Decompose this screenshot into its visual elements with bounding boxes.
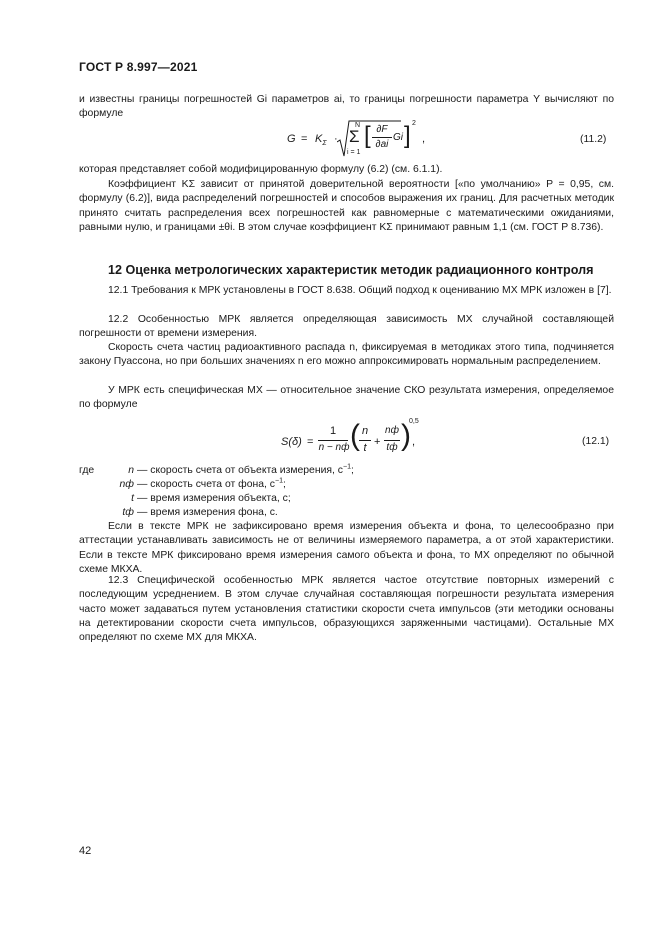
formula-power: 2 [412,120,416,127]
paragraph-intro: и известны границы погрешностей Gi параметров ai, то границы погрешности параметра Y вычисляют по формуле [79,94,614,120]
formula-lhs: G [287,133,296,145]
paragraph-12-2-poisson: Скорость счета частиц радиоактивного распада n, фиксируемая в методиках этого типа, подчиняется закону Пуассона, но при больших значениях n его можно аппроксимировать нормальным распределением. [79,342,614,368]
paragraph-coefficient: Коэффициент KΣ зависит от принятой доверительной вероятности [«по умолчанию» P = 0,95, см. формулу (6.2)], вида распределений погрешностей и способов выражения их границ. Для расчетных методик принято считать распределения всех погрешностей как равномерные с математическими ожиданиями, равными нулю, и границами ±θi. В этом случае коэффициент KΣ принимают равным 1,1 (см. ГОСТ Р 8.736). [79,179,614,233]
page-number: 42 [79,845,92,857]
where-label: где [79,465,95,476]
formula-power: 0,5 [409,418,419,425]
document-header: ГОСТ Р 8.997—2021 [79,60,198,74]
paragraph-modified: которая представляет собой модифицированную формулу (6.2) (см. 6.1.1). [79,164,443,175]
sum-upper: N [355,122,361,129]
paragraph-12-2-sko: У МРК есть специфическая МХ — относительное значение СКО результата измерения, определяемое по формуле [79,385,614,411]
partial-den: ∂ai [375,139,389,150]
formula-eq: = [301,133,308,145]
equation-number-11-2: (11.2) [580,134,607,145]
partial-num: ∂F [376,124,388,135]
formula-11-2: G = $K_\Sigma$ · N Σ i = 1 [ ∂F ∂ai Gi ] 2 , [287,118,427,162]
equation-number-12-1: (12.1) [582,436,610,447]
paragraph-12-1: 12.1 Требования к МРК установлены в ГОСТ 8.638. Общий подход к оцениванию МХ МРК изложен в [7]. [108,285,612,296]
section-12-title: 12 Оценка метрологических характеристик методик радиационного контроля [108,263,594,277]
formula-lhs: S(δ) [281,436,302,448]
formula-g: Gi [393,132,403,143]
paragraph-12-2: 12.2 Особенностью МРК является определяющая зависимость МХ случайной составляющей погрешности от времени измерения. [79,314,614,340]
formula-12-1: S(δ) = 1 n − nф ( n t + nф tф ) 0,5 , [281,418,419,454]
paragraph-12-3: 12.3 Специфической особенностью МРК является частое отсутствие повторных измерений с последующим усреднением. В этом случае случайная составляющая погрешности результата измерения часто может задаваться путем установления статистики скорости счета импульсов (эти методики основаны на детектировании скорости счета импульсов, образующихся заряженными частицами). Остальные МХ определяют по схеме МХ для МКХА. [79,575,614,644]
sum-lower: i = 1 [347,149,361,156]
sigma-icon: Σ [349,127,360,146]
formula-coef: $K_\Sigma$ [315,133,327,148]
paragraph-12-2-time: Если в тексте МРК не зафиксировано время измерения объекта и фона, то целесообразно при аттестации устанавливать зависимость не от величины измеряемого параметра, а от этой характеристики. Если в тексте МРК фиксировано время измерения самого объекта и фона, то МХ определяют по обычной схеме МКХА. [79,521,614,575]
